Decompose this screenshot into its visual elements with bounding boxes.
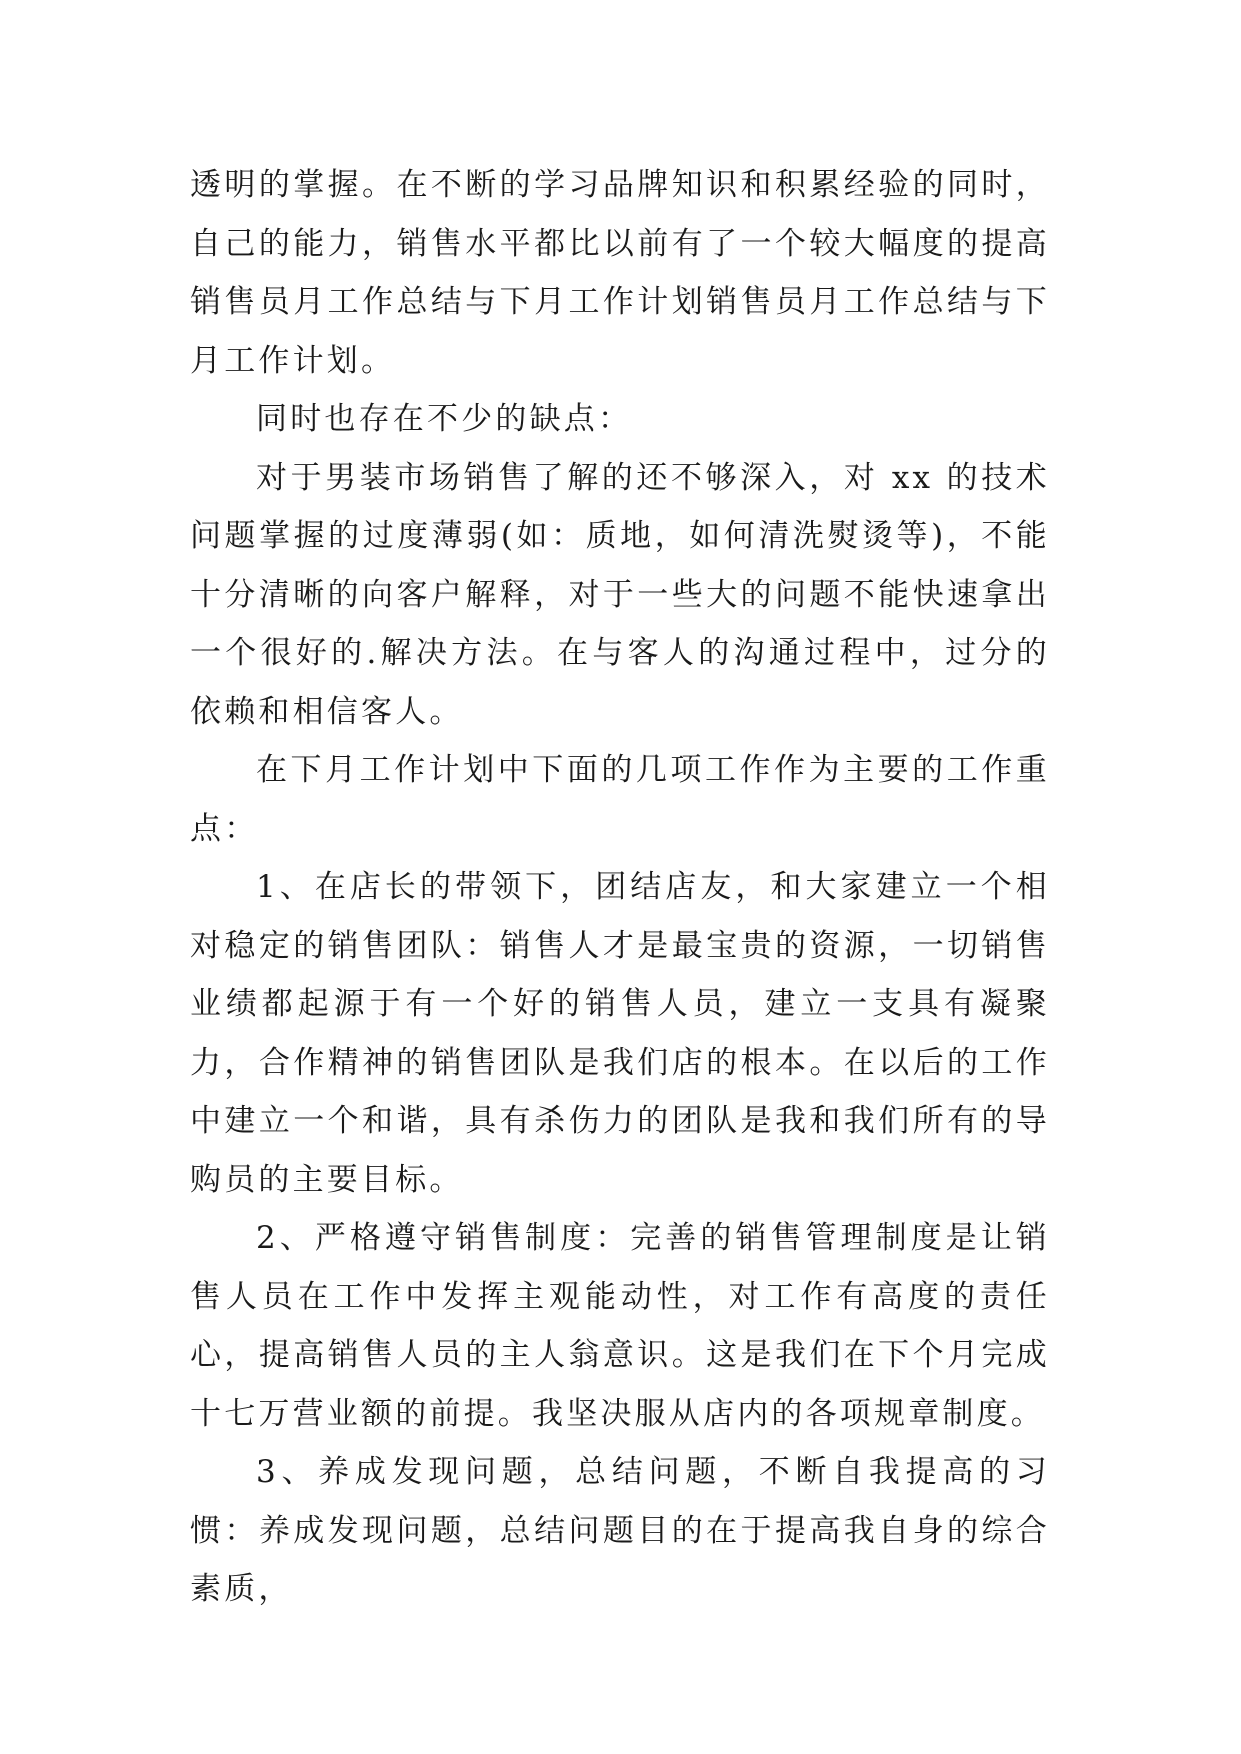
paragraph-6: 2、严格遵守销售制度：完善的销售管理制度是让销售人员在工作中发挥主观能动性，对工作有高度的责任心，提高销售人员的主人翁意识。这是我们在下个月完成十七万营业额的前提。我坚决服从店内的各项规章制度。 — [190, 1220, 1050, 1432]
paragraph-7: 3、养成发现问题，总结问题，不断自我提高的习惯：养成发现问题，总结问题目的在于提高我自身的综合素质， — [190, 1454, 1050, 1607]
paragraph-3: 对于男装市场销售了解的还不够深入，对 xx 的技术问题掌握的过度薄弱(如：质地，如何清洗熨烫等)，不能十分清晰的向客户解释，对于一些大的问题不能快速拿出一个很好的.解决方法。在与客人的沟通过程中，过分的依赖和相信客人。 — [190, 459, 1050, 730]
paragraph-5: 1、在店长的带领下，团结店友，和大家建立一个相对稳定的销售团队：销售人才是最宝贵的资源，一切销售业绩都起源于有一个好的销售人员，建立一支具有凝聚力，合作精神的销售团队是我们店的根本。在以后的工作中建立一个和谐，具有杀伤力的团队是我和我们所有的导购员的主要目标。 — [190, 869, 1050, 1198]
document-body — [190, 156, 1050, 1619]
paragraph-4: 在下月工作计划中下面的几项工作作为主要的工作重点： — [190, 752, 1050, 847]
paragraph-1: 透明的掌握。在不断的学习品牌知识和积累经验的同时，自己的能力，销售水平都比以前有了一个较大幅度的提高销售员月工作总结与下月工作计划销售员月工作总结与下月工作计划。 — [190, 167, 1050, 379]
paragraph-2: 同时也存在不少的缺点： — [256, 401, 633, 437]
